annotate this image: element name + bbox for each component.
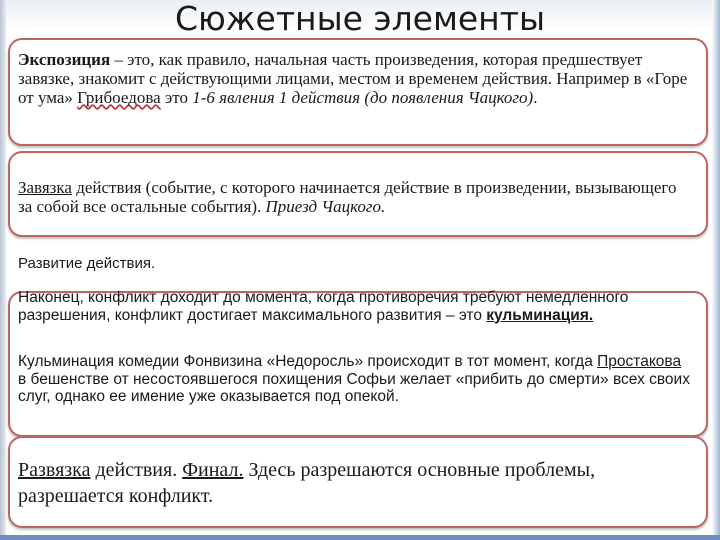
resolution-text-1: действия.: [90, 459, 183, 481]
slide-left-border: [0, 0, 6, 540]
climax-example-text-2: в бешенстве от несостоявшегося похищения Софьи желает «прибить до смерти» всех своих слуг, однако ее имение уже оказывается под опекой.: [18, 370, 690, 405]
setup-definition: действия (событие, с которого начинается действие в произведении, вызывающего за собой все остальные события).: [18, 178, 677, 216]
exposition-paragraph: [18, 50, 690, 107]
resolution-paragraph: [18, 457, 668, 509]
exposition-connector: это: [160, 88, 193, 107]
setup-paragraph: [18, 178, 690, 216]
climax-term: кульминация.: [486, 306, 594, 324]
setup-example: Приезд Чацкого.: [265, 197, 386, 216]
slide-right-border: [712, 0, 720, 540]
exposition-period: .: [533, 88, 538, 107]
climax-example-character: Простакова: [597, 353, 682, 370]
exposition-definition: – это, как правило, начальная часть произведения, которая предшествует завязке, знакомит с действующими лицами, местом и временем действия. Например в «Горе от ума»: [18, 50, 688, 107]
resolution-term: Развязка: [18, 459, 91, 481]
setup-term: Завязка: [18, 178, 72, 197]
climax-definition: Наконец, конфликт доходит до момента, когда противоречия требуют немедленного разрешения, конфликт достигает максимального развития – это: [18, 289, 629, 324]
page-title: Сюжетные элементы: [174, 0, 546, 38]
resolution-finale-term: Финал.: [182, 459, 244, 481]
climax-example-text-1: Кульминация комедии Фонвизина «Недоросль» происходит в тот момент, когда: [18, 353, 598, 370]
exposition-author: Грибоедова: [77, 88, 161, 107]
resolution-text-2: Здесь разрешаются основные проблемы, разрешается конфликт.: [18, 459, 596, 507]
development-label: Развитие действия.: [18, 255, 156, 272]
climax-paragraph: [18, 289, 690, 324]
exposition-term: Экспозиция: [18, 50, 111, 69]
exposition-example: 1-6 явления 1 действия (до появления Чацкого): [192, 88, 534, 107]
slide-bottom-border: [0, 535, 720, 540]
climax-example-paragraph: [18, 353, 690, 406]
